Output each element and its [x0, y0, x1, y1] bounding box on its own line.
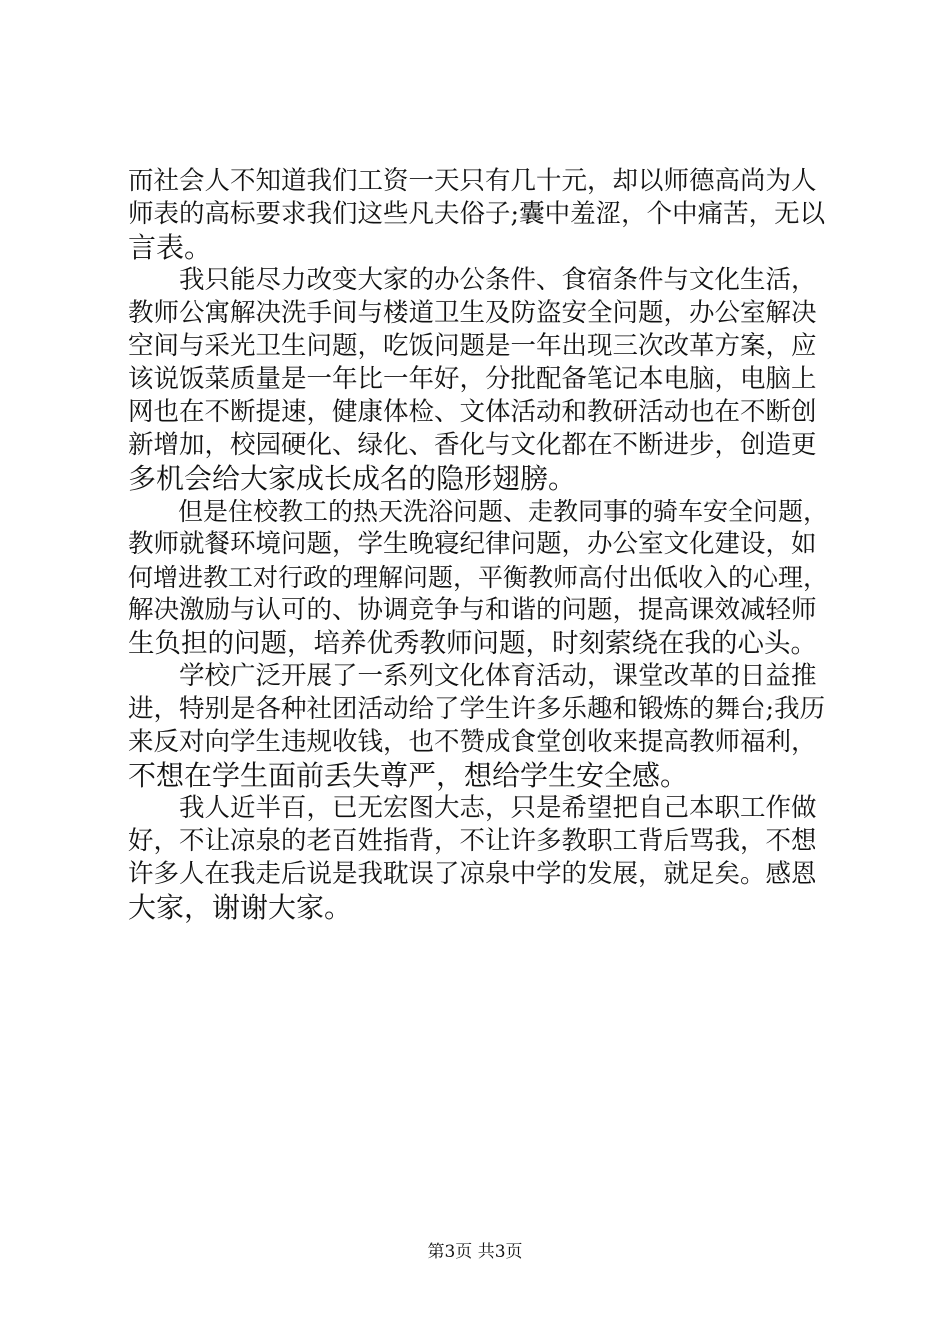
text-line: 不想在学生面前丢失尊严，想给学生安全感。	[128, 759, 689, 792]
text-line: 来反对向学生违规收钱，也不赞成食堂创收来提高教师福利，	[128, 727, 817, 757]
text-line: 我人近半百，已无宏图大志，只是希望把自己本职工作做	[128, 793, 817, 823]
text-line: 网也在不断提速，健康体检、文体活动和教研活动也在不断创	[128, 397, 817, 427]
text-line: 而社会人不知道我们工资一天只有几十元，却以师德高尚为人	[128, 166, 817, 196]
text-line: 多机会给大家成长成名的隐形翅膀。	[128, 462, 577, 495]
text-line: 教师公寓解决洗手间与楼道卫生及防盗安全问题，办公室解决	[128, 298, 817, 328]
text-line: 师表的高标要求我们这些凡夫俗子;囊中羞涩，个中痛苦，无以	[128, 199, 826, 229]
text-line: 好，不让凉泉的老百姓指背，不让许多教职工背后骂我，不想	[128, 826, 817, 856]
text-line: 言表。	[128, 231, 213, 264]
text-line: 该说饭菜质量是一年比一年好，分批配备笔记本电脑，电脑上	[128, 364, 817, 394]
text-line: 新增加，校园硬化、绿化、香化与文化都在不断进步，创造更	[128, 430, 817, 460]
text-line: 学校广泛开展了一系列文化体育活动，课堂改革的日益推	[128, 661, 817, 691]
page-number-footer: 第3页 共3页	[427, 1242, 523, 1262]
document-body	[128, 165, 828, 924]
text-line: 空间与采光卫生问题，吃饭问题是一年出现三次改革方案，应	[128, 331, 817, 361]
text-line: 生负担的问题，培养优秀教师问题，时刻萦绕在我的心头。	[128, 628, 817, 659]
text-line: 许多人在我走后说是我耽误了凉泉中学的发展，就足矣。感恩	[128, 859, 817, 889]
text-line: 何增进教工对行政的理解问题，平衡教师高付出低收入的心理，	[128, 563, 829, 592]
text-line: 教师就餐环境问题，学生晚寝纪律问题，办公室文化建设，如	[128, 529, 817, 559]
text-line: 我只能尽力改变大家的办公条件、食宿条件与文化生活，	[128, 265, 817, 295]
text-line: 进，特别是各种社团活动给了学生许多乐趣和锻炼的舞台;我历	[128, 694, 826, 724]
text-line: 大家，谢谢大家。	[128, 891, 353, 924]
text-line: 解决激励与认可的、协调竞争与和谐的问题，提高课效减轻师	[128, 595, 817, 625]
text-line: 但是住校教工的热天洗浴问题、走教同事的骑车安全问题，	[128, 497, 829, 526]
